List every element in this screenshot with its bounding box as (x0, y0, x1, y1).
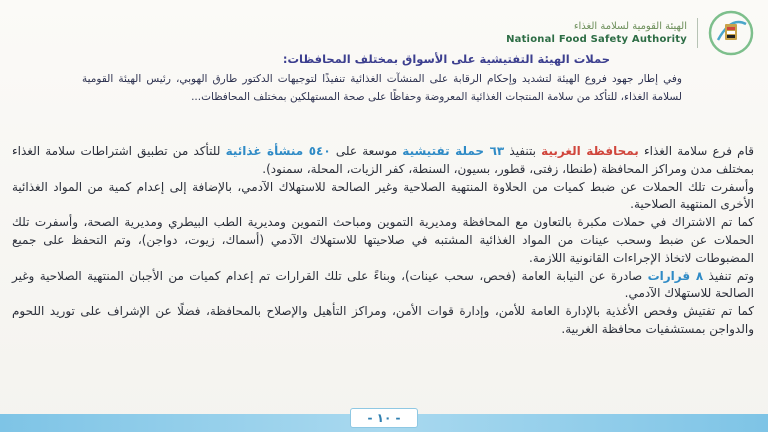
paragraph-5: كما تم تفتيش وفحص الأغذية بالإدارة العامة للأمن، وإدارة قوات الأمن، ومراكز التأهيل والإصلاح بالمحافظة، فضلًا عن الإشراف على توريد اللحوم والدواجن بمستشفيات محافظة الغربية. (12, 304, 754, 336)
logo-divider (697, 18, 698, 48)
nfsa-logo-icon (708, 10, 754, 56)
header (506, 10, 754, 56)
paragraph-2: وأسفرت تلك الحملات عن ضبط كميات من الحلاوة المنتهية الصلاحية وغير الصالحة للاستهلاك الآدمي، بالإضافة إلى إعدام كمية من المواد الغذائية الأخرى المنتهية الصلاحية. (12, 179, 754, 212)
intro-heading: حملات الهيئة التفتيشية على الأسواق بمختلف المحافظات: (282, 52, 610, 66)
logo-english-name: National Food Safety Authority (506, 34, 687, 45)
page-number: - ١٠ - (350, 408, 418, 428)
facilities-highlight: ٥٤٠ منشأة غذائية (225, 144, 331, 158)
p1-text-c: موسعة على (330, 144, 403, 158)
p1-text-a: قام فرع سلامة الغذاء (638, 144, 754, 158)
p4-text-b: صادرة عن النيابة العامة (فحص، سحب عينات)، وبناءً على تلك القرارات تم إعدام كميات من الأجبان المنتهية الصلاحية وغير الصالحة للاستهلاك الآدمي. (12, 268, 754, 301)
logo-arabic-name: الهيئة القومية لسلامة الغذاء (573, 21, 687, 32)
intro-paragraph: وفي إطار جهود فروع الهيئة لتشديد وإحكام الرقابة على المنشآت الغذائية تنفيذًا لتوجيهات الدكتور طارق الهوبي، رئيس الهيئة القومية لسلامة الغذاء، للتأكد من سلامة المنتجات الغذائية المعروضة وحفاظًا على صحة المستهلكين بمختلف المحافظات... (82, 73, 682, 103)
paragraph-4 (12, 268, 754, 304)
paragraph-3: كما تم الاشتراك في حملات مكبرة بالتعاون مع المحافظة ومديرية التموين ومباحث التموين ومديرية الطب البيطري ومديرية الصحة، وأسفرت تلك الحملات عن ضبط وسحب عينات من المواد الغذائية المشتبه في صلاحيتها للاستهلاك الآدمي (أسماك، زيوت، دواجن)، وتم التحفظ على جميع المضبوطات لاتخاذ الإجراءات القانونية اللازمة. (12, 215, 754, 265)
campaigns-highlight: ٦٣ حملة تفتيشية (402, 144, 505, 158)
decisions-highlight: ٨ قرارات (647, 268, 704, 283)
main-content (12, 143, 754, 339)
p1-text-b: بتنفيذ (504, 144, 542, 158)
p4-text-a: وتم تنفيذ (703, 268, 754, 283)
p1-text-d: للتأكد من تطبيق اشتراطات سلامة الغذاء بمختلف مدن ومراكز المحافظة (طنطا، زفتى، قطور، بسيون، السنطة، كفر الزيات، المحلة، سمنود). (12, 144, 754, 176)
paragraph-1 (12, 143, 754, 179)
governorate-highlight: بمحافظة الغربية (541, 144, 639, 158)
logo-text (506, 20, 687, 46)
